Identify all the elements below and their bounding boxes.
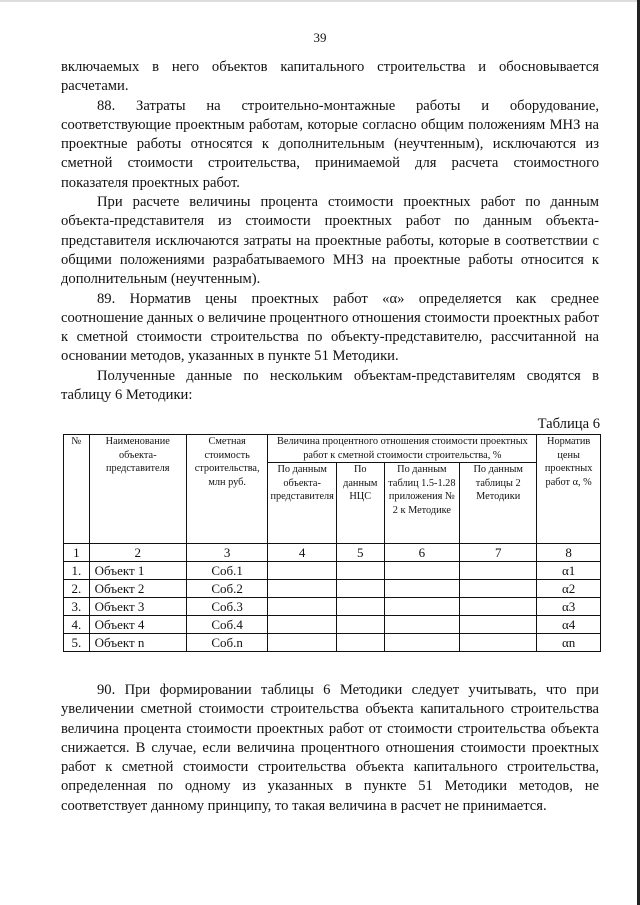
column-number-row [64, 544, 601, 562]
row-no: 2. [64, 580, 90, 598]
table-6 [63, 434, 601, 652]
column-number: 3 [186, 544, 268, 562]
header-sub-table2: По данным таблицы 2 Методики [460, 463, 537, 544]
header-no: № [64, 435, 90, 544]
column-number: 5 [336, 544, 384, 562]
empty-cell [460, 562, 537, 580]
row-name: Объект 3 [89, 598, 186, 616]
row-cost: Соб.3 [186, 598, 268, 616]
row-cost: Соб.4 [186, 616, 268, 634]
row-alpha: α4 [537, 616, 601, 634]
row-alpha: α3 [537, 598, 601, 616]
column-number: 8 [537, 544, 601, 562]
paragraph-calc: При расчете величины процента стоимости проектных работ по данным объекта-представителя из стоимости проектных работ по данным объекта-представителя исключаются затраты на проектные работы, которые в соответствии с общими положениями разрабатываемого МНЗ на проектные работы относится к дополнительным (неучтенным). [61, 194, 599, 288]
row-no: 1. [64, 562, 90, 580]
header-percent-group: Величина процентного отношения стоимости проектных работ к сметной стоимости строительства, % [268, 435, 537, 463]
empty-cell [460, 598, 537, 616]
row-name: Объект 2 [89, 580, 186, 598]
header-sub-object: По данным объекта-представителя [268, 463, 336, 544]
empty-cell [460, 634, 537, 652]
header-name: Наименование объекта-представителя [89, 435, 186, 544]
column-number: 4 [268, 544, 336, 562]
paragraph-88: 88. Затраты на строительно-монтажные работы и оборудование, соответствующие проектным работам, которые согласно общим положениям МНЗ на проектные работы относятся к дополнительным (неучтенным), исключаются из сметной стоимости строительства, принимаемой для расчета стоимостного показателя проектных работ. [61, 97, 599, 191]
body-text-top [61, 58, 599, 405]
empty-cell [268, 616, 336, 634]
empty-cell [336, 598, 384, 616]
empty-cell [384, 580, 459, 598]
column-number: 2 [89, 544, 186, 562]
header-sub-tables: По данным таблиц 1.5-1.28 приложения № 2 к Методике [384, 463, 459, 544]
paragraph-summary: Полученные данные по нескольким объектам-представителям сводятся в таблицу 6 Методики: [61, 367, 599, 404]
row-no: 3. [64, 598, 90, 616]
empty-cell [336, 562, 384, 580]
empty-cell [460, 580, 537, 598]
column-number: 7 [460, 544, 537, 562]
row-alpha: α1 [537, 562, 601, 580]
page-number: 39 [313, 30, 327, 45]
empty-cell [336, 634, 384, 652]
empty-cell [336, 580, 384, 598]
table-row [64, 562, 601, 580]
column-number: 1 [64, 544, 90, 562]
empty-cell [336, 616, 384, 634]
header-row-1 [64, 435, 601, 463]
row-name: Объект n [89, 634, 186, 652]
paragraph-90: 90. При формировании таблицы 6 Методики следует учитывать, что при увеличении сметной стоимости строительства объекта капитального строительства величина процента стоимости проектных работ от стоимости строительства объекта снижается. В случае, если величина процентного отношения стоимости проектных работ к сметной стоимости строительства объекта капитального строительства, определенная по одному из указанных в пункте 51 Методики методов, не соответствует данному принципу, то такая величина в расчет не принимается. [61, 682, 599, 814]
empty-cell [384, 598, 459, 616]
table-row [64, 616, 601, 634]
paragraph-continuation: включаемых в него объектов капитального строительства и обосновывается расчетами. [61, 59, 599, 95]
empty-cell [268, 580, 336, 598]
empty-cell [384, 634, 459, 652]
empty-cell [384, 562, 459, 580]
row-no: 5. [64, 634, 90, 652]
table-row [64, 580, 601, 598]
table-row [64, 634, 601, 652]
empty-cell [460, 616, 537, 634]
paragraph-89: 89. Норматив цены проектных работ «α» определяется как среднее соотношение данных о величине процентного отношения стоимости проектных работ к сметной стоимости строительства по объекту-представителю, рассчитанной на основании методов, указанных в пункте 51 Методики. [61, 290, 599, 365]
header-sub-ncs: По данным НЦС [336, 463, 384, 544]
row-cost: Соб.2 [186, 580, 268, 598]
row-cost: Соб.1 [186, 562, 268, 580]
body-text-bottom [61, 681, 599, 816]
row-name: Объект 1 [89, 562, 186, 580]
table-row [64, 598, 601, 616]
empty-cell [384, 616, 459, 634]
row-alpha: α2 [537, 580, 601, 598]
empty-cell [268, 634, 336, 652]
row-cost: Соб.n [186, 634, 268, 652]
empty-cell [268, 598, 336, 616]
scan-edge-top [0, 0, 640, 2]
header-norm: Норматив цены проектных работ α, % [537, 435, 601, 544]
row-alpha: αn [537, 634, 601, 652]
empty-cell [268, 562, 336, 580]
row-no: 4. [64, 616, 90, 634]
table-caption: Таблица 6 [537, 416, 600, 432]
column-number: 6 [384, 544, 459, 562]
header-cost: Сметная стоимость строительства, млн руб. [186, 435, 268, 544]
row-name: Объект 4 [89, 616, 186, 634]
